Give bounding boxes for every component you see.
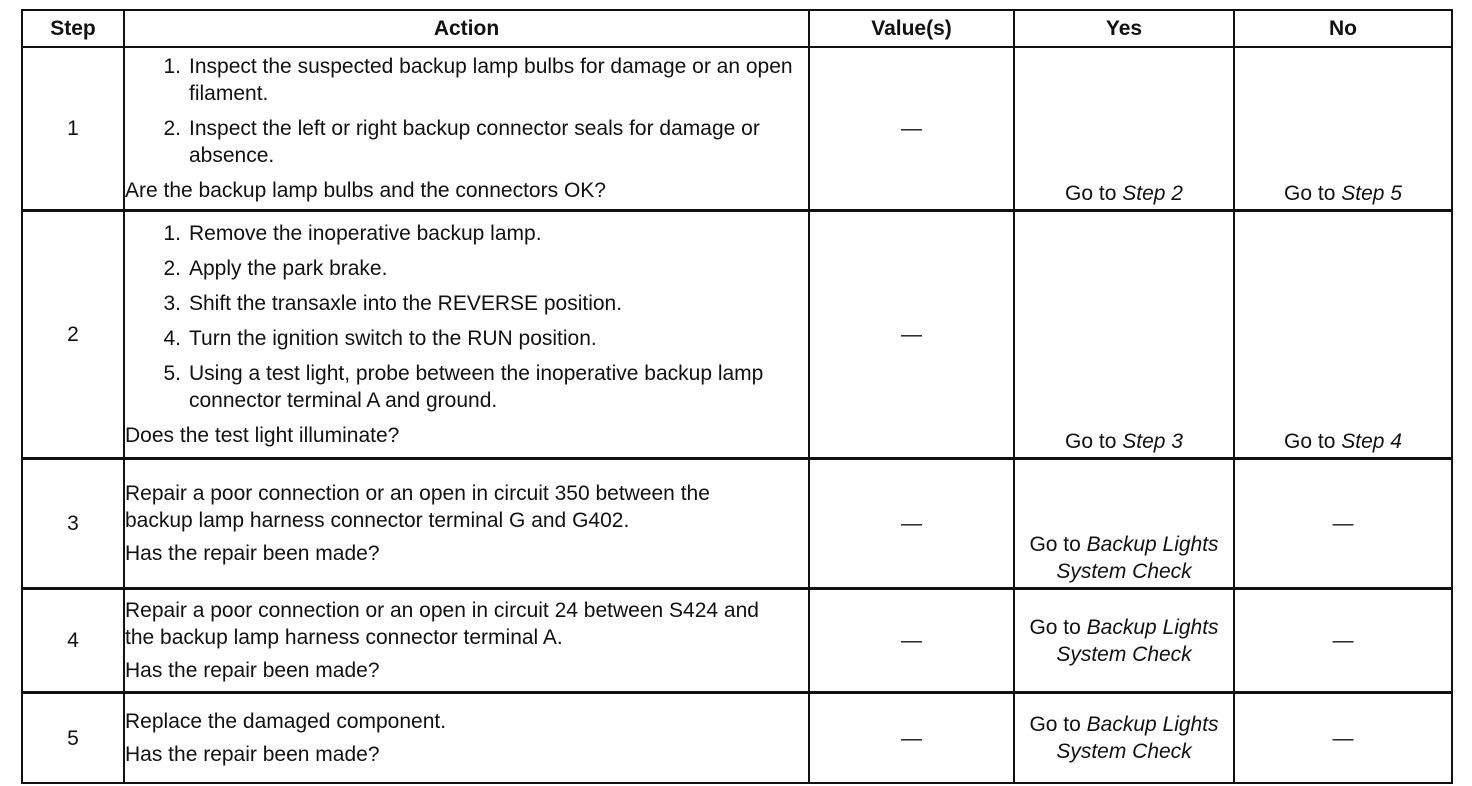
question-text: Has the repair been made? xyxy=(125,659,380,682)
list-item: 5. Using a test light, probe between the inoperative backup lamp connector terminal A and ground. xyxy=(163,362,764,412)
step-reference: Step 4 xyxy=(1341,430,1402,453)
step-reference: Step 2 xyxy=(1122,182,1183,205)
header-yes: Yes xyxy=(1014,10,1234,47)
table-row xyxy=(22,211,1452,459)
question-text: Has the repair been made? xyxy=(125,542,380,565)
list-item: 2. Inspect the left or right backup connector seals for damage or absence. xyxy=(163,117,760,167)
no-cell: — xyxy=(1234,589,1452,693)
no-cell: Go to Step 5 xyxy=(1234,47,1452,211)
header-no: No xyxy=(1234,10,1452,47)
step-reference: Step 5 xyxy=(1341,182,1402,205)
no-cell: Go to Step 4 xyxy=(1234,211,1452,459)
list-item: 2. Apply the park brake. xyxy=(163,257,388,280)
no-cell: — xyxy=(1234,693,1452,784)
yes-cell: Go to Step 3 xyxy=(1014,211,1234,459)
header-row xyxy=(22,10,1452,47)
action-cell xyxy=(124,459,809,589)
action-text: Repair a poor connection or an open in circuit 350 between the backup lamp harness connector terminal G and G402. xyxy=(125,482,710,532)
table-row xyxy=(22,693,1452,784)
yes-cell: Go to Backup Lights System Check xyxy=(1014,459,1234,589)
value-cell: — xyxy=(809,589,1014,693)
step-number: 4 xyxy=(22,589,124,693)
value-cell: — xyxy=(809,211,1014,459)
question-text: Does the test light illuminate? xyxy=(125,424,400,447)
system-check-reference: Backup Lights System Check xyxy=(1056,713,1219,763)
action-list xyxy=(125,53,808,169)
step-number: 2 xyxy=(22,211,124,459)
value-cell: — xyxy=(809,47,1014,211)
step-number: 5 xyxy=(22,693,124,784)
action-cell xyxy=(124,589,809,693)
system-check-reference: Backup Lights System Check xyxy=(1056,615,1219,666)
action-text: Replace the damaged component. xyxy=(125,710,447,733)
question-text: Has the repair been made? xyxy=(125,743,380,766)
action-cell xyxy=(124,211,809,459)
yes-cell: Go to Step 2 xyxy=(1014,47,1234,211)
value-cell: — xyxy=(809,693,1014,784)
list-item: 1. Remove the inoperative backup lamp. xyxy=(163,222,542,245)
action-list xyxy=(125,220,808,414)
action-cell xyxy=(124,47,809,211)
list-item: 4. Turn the ignition switch to the RUN position. xyxy=(163,327,597,350)
action-text: Repair a poor connection or an open in circuit 24 between S424 and the backup lamp harness connector terminal A. xyxy=(125,599,759,649)
value-cell: — xyxy=(809,459,1014,589)
yes-cell: Go to Backup Lights System Check xyxy=(1014,589,1234,693)
header-step: Step xyxy=(22,10,124,47)
table-row xyxy=(22,589,1452,693)
action-cell xyxy=(124,693,809,784)
list-item: 1. Inspect the suspected backup lamp bulbs for damage or an open filament. xyxy=(163,55,793,105)
system-check-reference: Backup Lights System Check xyxy=(1056,533,1219,583)
yes-cell: Go to Backup Lights System Check xyxy=(1014,693,1234,784)
step-number: 3 xyxy=(22,459,124,589)
table-row xyxy=(22,459,1452,589)
diagnostic-table xyxy=(21,9,1453,784)
step-reference: Step 3 xyxy=(1122,430,1183,453)
list-item: 3. Shift the transaxle into the REVERSE position. xyxy=(163,292,623,315)
header-action: Action xyxy=(124,10,809,47)
table-row xyxy=(22,47,1452,211)
question-text: Are the backup lamp bulbs and the connectors OK? xyxy=(125,179,606,202)
header-values: Value(s) xyxy=(809,10,1014,47)
step-number: 1 xyxy=(22,47,124,211)
no-cell: — xyxy=(1234,459,1452,589)
